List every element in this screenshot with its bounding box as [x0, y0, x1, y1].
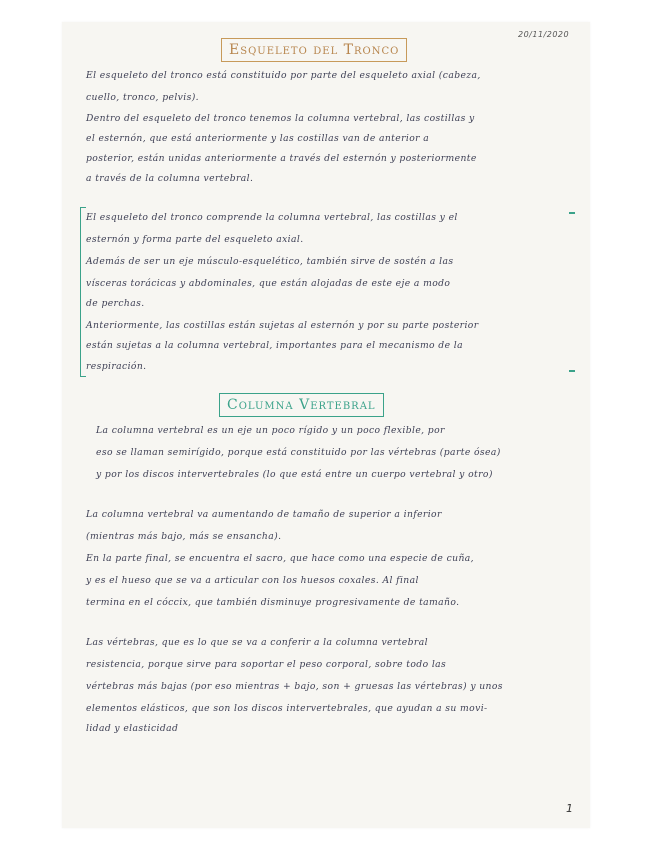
- text-line: el esternón, que está anteriormente y las costillas van de anterior a: [86, 133, 430, 144]
- section-title-spinal-column: Columna Vertebral: [219, 393, 384, 417]
- text-line: El esqueleto del tronco comprende la columna vertebral, las costillas y el: [86, 212, 458, 223]
- text-line: La columna vertebral es un eje un poco rígido y un poco flexible, por: [96, 425, 445, 436]
- text-line: Además de ser un eje músculo-esquelético, también sirve de sostén a las: [86, 256, 454, 267]
- text-line: y es el hueso que se va a articular con los huesos coxales. Al final: [86, 575, 419, 586]
- text-line: de perchas.: [86, 298, 145, 309]
- text-line: a través de la columna vertebral.: [86, 173, 254, 184]
- text-line: lidad y elasticidad: [86, 723, 179, 734]
- text-line: Las vértebras, que es lo que se va a conferir a la columna vertebral: [86, 637, 428, 648]
- text-line: cuello, tronco, pelvis).: [86, 92, 200, 103]
- section-title-trunk-skeleton: Esqueleto del Tronco: [221, 38, 407, 62]
- text-line: vértebras más bajas (por eso mientras + bajo, son + gruesas las vértebras) y unos: [86, 681, 503, 692]
- text-line: posterior, están unidas anteriormente a través del esternón y posteriormente: [86, 153, 477, 164]
- text-line: están sujetas a la columna vertebral, importantes para el mecanismo de la: [86, 340, 463, 351]
- text-line: Dentro del esqueleto del tronco tenemos la columna vertebral, las costillas y: [86, 113, 475, 124]
- page-number: 1: [566, 802, 573, 815]
- text-line: respiración.: [86, 361, 147, 372]
- text-line: La columna vertebral va aumentando de tamaño de superior a inferior: [86, 509, 442, 520]
- text-line: esternón y forma parte del esqueleto axial.: [86, 234, 304, 245]
- text-line: resistencia, porque sirve para soportar el peso corporal, sobre todo las: [86, 659, 447, 670]
- text-line: En la parte final, se encuentra el sacro, que hace como una especie de cuña,: [86, 553, 474, 564]
- text-line: El esqueleto del tronco está constituido por parte del esqueleto axial (cabeza,: [86, 70, 481, 81]
- text-line: eso se llaman semirígido, porque está constituido por las vértebras (parte ósea): [96, 447, 501, 458]
- text-line: elementos elásticos, que son los discos intervertebrales, que ayudan a su movi-: [86, 703, 488, 714]
- text-line: Anteriormente, las costillas están sujetas al esternón y por su parte posterior: [86, 320, 479, 331]
- text-line: (mientras más bajo, más se ensancha).: [86, 531, 282, 542]
- note-date: 20/11/2020: [518, 30, 570, 39]
- text-line: termina en el cóccix, que también disminuye progresivamente de tamaño.: [86, 597, 460, 608]
- margin-bracket: [80, 207, 86, 377]
- text-line: vísceras torácicas y abdominales, que están alojadas de este eje a modo: [86, 278, 451, 289]
- text-line: y por los discos intervertebrales (lo que está entre un cuerpo vertebral y otro): [96, 469, 493, 480]
